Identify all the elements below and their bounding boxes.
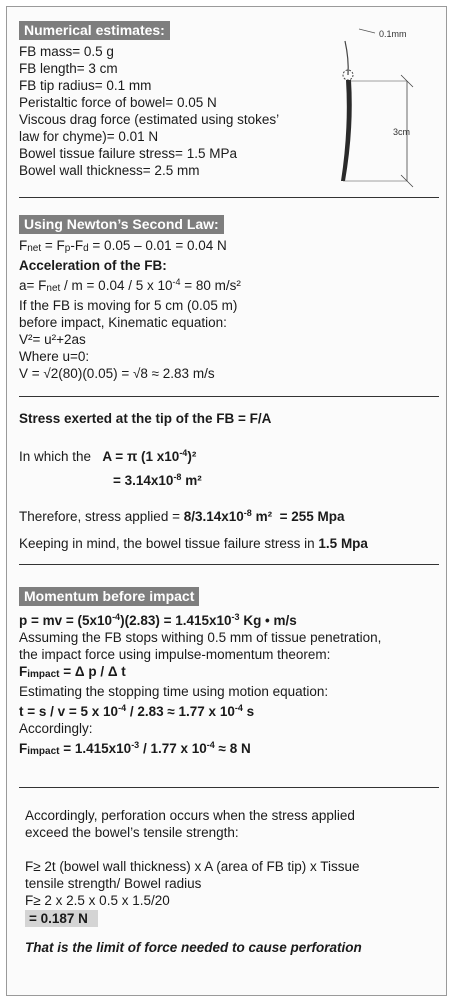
accel-mid: / m = 0.04 / 5 x 10 xyxy=(60,278,173,293)
fnet-f: F xyxy=(19,238,28,253)
momentum-line: the impact force using impulse-momentum theorem: xyxy=(19,647,331,662)
area-line-2 xyxy=(113,469,439,489)
estimate-line: Bowel tissue failure stress= 1.5 MPa xyxy=(19,146,237,161)
momentum-header: Momentum before impact xyxy=(19,587,199,606)
area-pre: A = π (1 x10 xyxy=(102,449,180,464)
fr-sub: impact xyxy=(27,746,60,757)
newton-section xyxy=(19,215,439,382)
area2-post: m² xyxy=(181,473,202,488)
fr-c: ≈ 8 N xyxy=(214,741,251,756)
tip-radius-label: 0.1mm xyxy=(379,29,407,39)
fimpact-definition xyxy=(19,663,439,683)
accel-exp: -4 xyxy=(172,277,181,287)
area-line-1 xyxy=(19,445,439,465)
kinematic-line: before impact, Kinematic equation: xyxy=(19,315,227,330)
therefore-pre: Therefore, stress applied = xyxy=(19,509,180,524)
conclusion-line: exceed the bowel’s tensile strength: xyxy=(25,825,239,840)
inequality-line: F≥ 2t (bowel wall thickness) x A (area of FB tip) x Tissue xyxy=(25,859,360,874)
stress-val: 8/3.14x10 xyxy=(183,509,244,524)
stress-exp: -8 xyxy=(243,508,252,518)
area-block xyxy=(19,445,439,489)
estimate-line: FB mass= 0.5 g xyxy=(19,44,114,59)
section-divider xyxy=(19,564,439,565)
fi-rest: = Δ p / Δ t xyxy=(59,664,126,679)
fnet-rest: = 0.05 – 0.01 = 0.04 N xyxy=(88,238,227,253)
estimating-line: Estimating the stopping time using motion equation: xyxy=(19,684,329,699)
area2-pre: = 3.14x10 xyxy=(113,473,174,488)
p-b: )(2.83) = 1.415x10 xyxy=(120,613,232,628)
area-exp: -4 xyxy=(179,448,188,458)
keeping-val: 1.5 Mpa xyxy=(318,536,368,551)
t-e2: -4 xyxy=(234,703,243,713)
stress-applied-line xyxy=(19,505,439,525)
tip-leader-line xyxy=(359,29,375,33)
length-label: 3cm xyxy=(393,127,411,137)
stress-section xyxy=(19,410,439,427)
section-divider xyxy=(19,787,439,788)
stress-result: = 255 Mpa xyxy=(279,509,345,524)
foreign-body-diagram xyxy=(327,19,437,199)
estimate-line: FB tip radius= 0.1 mm xyxy=(19,78,152,93)
acceleration-equation xyxy=(19,274,439,297)
acceleration-title: Acceleration of the FB: xyxy=(19,258,167,273)
momentum-equation xyxy=(19,609,439,629)
accel-pre: a= F xyxy=(19,278,47,293)
section-divider xyxy=(19,197,439,198)
in-which-text: In which the xyxy=(19,449,92,464)
estimate-line: Bowel wall thickness= 2.5 mm xyxy=(19,163,200,178)
section-divider xyxy=(19,396,439,397)
fi-sub: impact xyxy=(27,669,60,680)
t-c: s xyxy=(242,704,255,719)
t-a: t = s / v = 5 x 10 xyxy=(19,704,119,719)
fr-e2: -4 xyxy=(206,740,215,750)
kinematic-line: Where u=0: xyxy=(19,349,90,364)
fr-f: F xyxy=(19,741,28,756)
inequality-line: F≥ 2 x 2.5 x 0.5 x 1.5/20 xyxy=(25,893,170,908)
time-equation xyxy=(19,700,439,720)
kinematic-line: V = √2(80)(0.05) = √8 ≈ 2.83 m/s xyxy=(19,366,215,381)
kinematic-line: If the FB is moving for 5 cm (0.05 m) xyxy=(19,298,238,313)
accordingly-line: Accordingly: xyxy=(19,721,93,736)
keeping-pre: Keeping in mind, the bowel tissue failure stress in xyxy=(19,536,315,551)
momentum-section xyxy=(19,587,439,760)
spacer xyxy=(25,927,445,939)
conclusion-line: Accordingly, perforation occurs when the stress applied xyxy=(25,808,355,823)
fr-e1: -3 xyxy=(131,740,140,750)
fnet-equation xyxy=(19,237,439,257)
momentum-line: Assuming the FB stops withing 0.5 mm of tissue penetration, xyxy=(19,630,382,645)
foreign-body-shape xyxy=(341,80,352,181)
estimate-line: law for chyme)= 0.01 N xyxy=(19,129,159,144)
estimate-line: Viscous drag force (estimated using stokes’ xyxy=(19,112,280,127)
calculation-card xyxy=(6,6,447,996)
fr-b: / 1.77 x 10 xyxy=(139,741,207,756)
numerical-estimates-header: Numerical estimates: xyxy=(19,21,170,40)
accel-sub: net xyxy=(46,283,61,294)
spacer xyxy=(25,841,445,858)
keeping-line xyxy=(19,535,439,552)
fnet-sub: net xyxy=(27,243,42,254)
accel-post: = 80 m/s² xyxy=(180,278,241,293)
p-e1: -4 xyxy=(112,612,121,622)
area-formula xyxy=(102,449,196,464)
inequality-line: tensile strength/ Bowel radius xyxy=(25,876,202,891)
p-e2: -3 xyxy=(231,612,240,622)
stress-title: Stress exerted at the tip of the FB = F/A xyxy=(19,411,272,426)
t-e1: -4 xyxy=(118,703,127,713)
kinematic-line: V²= u²+2as xyxy=(19,332,86,347)
force-result-line xyxy=(25,910,445,927)
fnet-eq: = F xyxy=(41,238,65,253)
t-b: / 2.83 ≈ 1.77 x 10 xyxy=(126,704,235,719)
failure-stress-line xyxy=(19,535,439,552)
force-result-highlight: = 0.187 N xyxy=(25,910,98,927)
stress-unit: m² xyxy=(251,509,273,524)
fi-f: F xyxy=(19,664,28,679)
area-post: )² xyxy=(187,449,197,464)
limit-statement: That is the limit of force needed to cause perforation xyxy=(25,940,362,955)
p-a: p = mv = (5x10 xyxy=(19,613,113,628)
fnet-minus: -F xyxy=(70,238,84,253)
fnet-d-sub: d xyxy=(83,243,89,254)
area2-exp: -8 xyxy=(173,472,182,482)
therefore-line xyxy=(19,505,439,525)
stress-value xyxy=(184,509,345,524)
conclusion-section xyxy=(25,807,445,956)
estimate-line: Peristaltic force of bowel= 0.05 N xyxy=(19,95,217,110)
newton-header: Using Newton’s Second Law: xyxy=(19,215,224,234)
p-c: Kg • m/s xyxy=(239,613,297,628)
fimpact-result xyxy=(19,737,439,760)
estimate-line: FB length= 3 cm xyxy=(19,61,118,76)
fr-a: = 1.415x10 xyxy=(59,741,132,756)
fnet-p-sub: p xyxy=(64,243,71,254)
